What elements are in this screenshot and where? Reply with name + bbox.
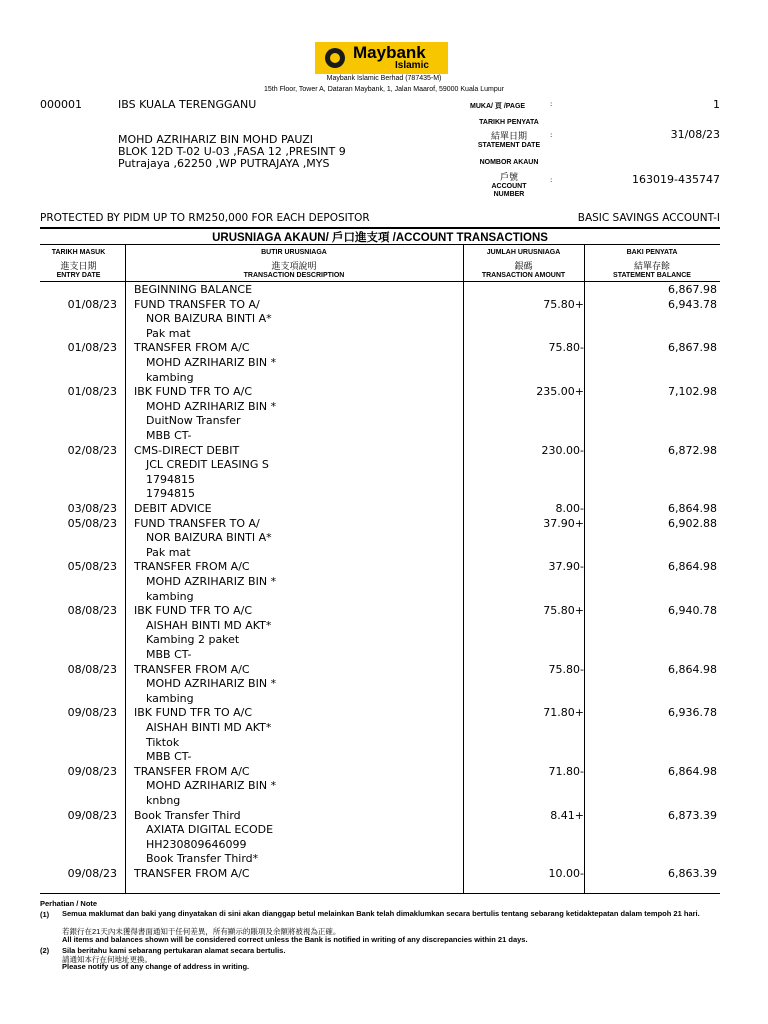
- transaction-description: IBK FUND TFR TO A/C: [134, 604, 253, 618]
- transaction-description: DuitNow Transfer: [146, 414, 241, 428]
- transaction-desc-continuation: [0, 487, 768, 501]
- transaction-row: [0, 560, 768, 574]
- statement-balance: 6,863.39: [668, 867, 717, 880]
- statement-balance: 6,864.98: [668, 502, 717, 515]
- col-desc-en: TRANSACTION DESCRIPTION: [243, 272, 345, 279]
- page-label: MUKA/ 頁 /PAGE: [470, 103, 526, 110]
- branch-name: IBS KUALA TERENGGANU: [118, 98, 257, 111]
- transaction-description: Pak mat: [146, 545, 191, 559]
- transaction-description: MOHD AZRIHARIZ BIN *: [146, 399, 277, 413]
- transaction-amount: 75.80-: [548, 341, 584, 355]
- transaction-row: [0, 385, 768, 399]
- transaction-desc-continuation: [0, 400, 768, 414]
- transaction-desc-continuation: [0, 852, 768, 866]
- transaction-description: kambing: [146, 370, 194, 384]
- transaction-amount: 37.90+: [543, 516, 584, 530]
- note2-malay: Sila beritahu kami sebarang pertukaran alamat secara bertulis.: [62, 946, 286, 955]
- statement-balance: 6,864.98: [668, 560, 717, 574]
- transaction-description: Pak mat: [146, 326, 191, 340]
- date-label-cn: 結單日期: [490, 132, 527, 142]
- statement-balance: 6,940.78: [668, 604, 717, 618]
- transaction-amount: 235.00+: [536, 385, 584, 399]
- transaction-desc-continuation: [0, 473, 768, 487]
- transaction-desc-continuation: [0, 312, 768, 326]
- transaction-description: kambing: [146, 589, 194, 603]
- transaction-description: MOHD AZRIHARIZ BIN *: [146, 356, 277, 369]
- logo-name: Maybank: [353, 43, 426, 62]
- statement-balance: 6,943.78: [668, 297, 717, 311]
- transaction-amount: 8.41+: [550, 808, 584, 822]
- transaction-description: TRANSFER FROM A/C: [134, 867, 250, 880]
- transaction-description: MBB CT-: [146, 429, 192, 442]
- transaction-desc-continuation: [0, 414, 768, 428]
- transaction-row: [0, 765, 768, 779]
- transaction-description: TRANSFER FROM A/C: [134, 764, 250, 778]
- col-date-cn: 進支日期: [60, 262, 97, 272]
- transaction-description: JCL CREDIT LEASING S: [146, 458, 269, 472]
- transaction-desc-continuation: [0, 356, 768, 370]
- transaction-desc-continuation: [0, 779, 768, 793]
- transaction-description: FUND TRANSFER TO A/: [134, 516, 260, 530]
- customer-address-line1: BLOK 12D T-02 U-03 ,FASA 12 ,PRESINT 9: [118, 145, 346, 158]
- entry-date: 08/08/23: [67, 604, 117, 618]
- statement-balance: 6,936.78: [668, 706, 717, 720]
- statement-balance: 6,864.98: [668, 764, 717, 778]
- transaction-row: [0, 867, 768, 881]
- entry-date: 09/08/23: [67, 706, 117, 720]
- account-number-value: 163019-435747: [632, 173, 720, 186]
- transaction-description: Book Transfer Third: [134, 808, 241, 822]
- note1-english: All items and balances shown will be considered correct unless the Bank is notified in writing of any discrepancies within 21 days.: [62, 935, 528, 944]
- notes-title: Perhatian / Note: [40, 899, 98, 908]
- bank-address: 15th Floor, Tower A, Dataran Maybank, 1, Jalan Maarof, 59000 Kuala Lumpur: [264, 86, 504, 93]
- transaction-desc-continuation: [0, 692, 768, 706]
- col-balance-en: STATEMENT BALANCE: [613, 272, 691, 279]
- note1-chinese: 若銀行在21天內未獲得書面通知于任何差異，所有顯示的賬項及余額將被視為正確。: [62, 927, 341, 936]
- note1-number: (1): [40, 910, 50, 919]
- entry-date: 01/08/23: [67, 341, 117, 355]
- date-colon: :: [550, 131, 553, 139]
- transaction-description: AISHAH BINTI MD AKT*: [146, 721, 272, 734]
- entry-date: 05/08/23: [67, 560, 117, 574]
- date-label-my: TARIKH PENYATA: [479, 119, 539, 126]
- entry-date: 02/08/23: [67, 443, 117, 457]
- entry-date: 03/08/23: [67, 502, 117, 515]
- transaction-description: Book Transfer Third*: [146, 852, 259, 866]
- transaction-amount: 75.80+: [543, 297, 584, 311]
- transaction-amount: 75.80-: [548, 662, 584, 676]
- branch-code: 000001: [40, 98, 82, 111]
- note2-chinese: 請通知本行在何地址更換。: [62, 955, 152, 964]
- transaction-description: AISHAH BINTI MD AKT*: [146, 618, 272, 632]
- statement-balance: 7,102.98: [668, 385, 717, 399]
- acct-label-en1: ACCOUNT: [491, 183, 527, 190]
- transaction-desc-continuation: [0, 546, 768, 560]
- transaction-row: [0, 706, 768, 720]
- note1-malay: Semua maklumat dan baki yang dinyatakan di sini akan dianggap betul melainkan Bank telah dimaklumkan secara bertulis tentang sebarang ketidaktepatan dalam tempoh 21 hari.: [62, 909, 700, 918]
- transaction-desc-continuation: [0, 371, 768, 385]
- transaction-description: Tiktok: [146, 735, 180, 749]
- statement-balance: 6,867.98: [668, 283, 717, 296]
- transaction-description: FUND TRANSFER TO A/: [134, 297, 260, 311]
- page-colon: :: [550, 100, 553, 108]
- note2-english: Please notify us of any change of address in writing.: [62, 962, 250, 971]
- transaction-row: [0, 663, 768, 677]
- entry-date: 09/08/23: [67, 764, 117, 778]
- header-bottom-rule: [40, 281, 720, 282]
- statement-balance: 6,864.98: [668, 662, 717, 676]
- transaction-description: CMS-DIRECT DEBIT: [134, 443, 240, 457]
- col-balance-cn: 結單存餘: [633, 262, 670, 272]
- statement-balance: 6,902.88: [668, 516, 717, 530]
- transaction-description: TRANSFER FROM A/C: [134, 662, 250, 676]
- transaction-desc-continuation: [0, 429, 768, 443]
- transaction-desc-continuation: [0, 823, 768, 837]
- tiger-emblem-icon: [325, 48, 345, 68]
- transaction-description: DEBIT ADVICE: [134, 502, 212, 515]
- transaction-description: kambing: [146, 691, 194, 705]
- col-amount-my: JUMLAH URUSNIAGA: [486, 249, 561, 256]
- transaction-desc-continuation: [0, 838, 768, 852]
- transaction-description: TRANSFER FROM A/C: [134, 560, 250, 574]
- transaction-description: TRANSFER FROM A/C: [134, 341, 250, 355]
- bank-entity: Maybank Islamic Berhad (787435-M): [326, 75, 442, 82]
- transaction-row: [0, 341, 768, 355]
- transaction-description: MOHD AZRIHARIZ BIN *: [146, 779, 277, 793]
- transaction-description: HH230809646099: [146, 837, 247, 851]
- transaction-desc-continuation: [0, 750, 768, 764]
- entry-date: 01/08/23: [67, 385, 117, 399]
- col-amount-en: TRANSACTION AMOUNT: [481, 272, 566, 279]
- transaction-desc-continuation: [0, 531, 768, 545]
- transaction-desc-continuation: [0, 794, 768, 808]
- account-type: BASIC SAVINGS ACCOUNT-I: [577, 212, 720, 224]
- col-amount-cn: 銀碼: [514, 262, 533, 272]
- statement-balance: 6,867.98: [668, 341, 717, 355]
- transaction-desc-continuation: [0, 327, 768, 341]
- col-balance-my: BAKI PENYATA: [626, 249, 678, 256]
- table-bottom-rule: [40, 893, 720, 894]
- transaction-description: MBB CT-: [146, 750, 192, 764]
- acct-label-en2: NUMBER: [493, 191, 525, 198]
- entry-date: 09/08/23: [67, 867, 117, 880]
- customer-address-line2: Putrajaya ,62250 ,WP PUTRAJAYA ,MYS: [118, 157, 330, 170]
- transaction-desc-continuation: [0, 721, 768, 735]
- transaction-amount: 71.80+: [543, 706, 584, 720]
- acct-label-my: NOMBOR AKAUN: [479, 159, 539, 166]
- acct-colon: :: [550, 176, 553, 184]
- transaction-description: NOR BAIZURA BINTI A*: [146, 531, 272, 545]
- transaction-row: [0, 604, 768, 618]
- transaction-desc-continuation: [0, 458, 768, 472]
- transaction-row: [0, 517, 768, 531]
- transaction-desc-continuation: [0, 648, 768, 662]
- transaction-desc-continuation: [0, 633, 768, 647]
- transaction-amount: 230.00-: [541, 443, 584, 457]
- entry-date: 09/08/23: [67, 808, 117, 822]
- transaction-description: BEGINNING BALANCE: [134, 283, 253, 296]
- acct-label-cn: 戶號: [499, 173, 518, 183]
- col-desc-cn: 進支項說明: [271, 262, 317, 272]
- transaction-description: 1794815: [146, 487, 195, 501]
- entry-date: 05/08/23: [67, 516, 117, 530]
- col-desc-my: BUTIR URUSNIAGA: [261, 249, 327, 256]
- transaction-amount: 8.00-: [555, 502, 584, 515]
- transaction-description: knbng: [146, 794, 181, 807]
- transaction-amount: 71.80-: [548, 764, 584, 778]
- transaction-row: [0, 809, 768, 823]
- transaction-amount: 37.90-: [548, 560, 584, 574]
- transaction-desc-continuation: [0, 736, 768, 750]
- note2-number: (2): [40, 946, 50, 955]
- transaction-desc-continuation: [0, 619, 768, 633]
- transaction-description: MOHD AZRIHARIZ BIN *: [146, 575, 277, 588]
- statement-balance: 6,873.39: [668, 808, 717, 822]
- transaction-amount: 75.80+: [543, 604, 584, 618]
- entry-date: 08/08/23: [67, 662, 117, 676]
- page-value: 1: [713, 98, 720, 111]
- col-date-my: TARIKH MASUK: [51, 249, 106, 256]
- statement-balance: 6,872.98: [668, 443, 717, 457]
- transaction-description: AXIATA DIGITAL ECODE: [146, 823, 274, 837]
- col-date-en: ENTRY DATE: [56, 272, 101, 279]
- maybank-islamic-logo: [315, 42, 448, 74]
- transaction-desc-continuation: [0, 575, 768, 589]
- transaction-row: [0, 502, 768, 516]
- transaction-desc-continuation: [0, 677, 768, 691]
- section-title-rule: [40, 244, 720, 245]
- date-label-en: STATEMENT DATE: [477, 142, 541, 149]
- transaction-row: [0, 298, 768, 312]
- transaction-row: [0, 283, 768, 297]
- transaction-description: NOR BAIZURA BINTI A*: [146, 312, 272, 326]
- statement-date-value: 31/08/23: [670, 128, 720, 141]
- transaction-description: MOHD AZRIHARIZ BIN *: [146, 677, 277, 691]
- transaction-description: 1794815: [146, 472, 195, 486]
- transaction-description: IBK FUND TFR TO A/C: [134, 385, 253, 399]
- section-title: URUSNIAGA AKAUN/ 戶口進支項 /ACCOUNT TRANSACTIONS: [212, 232, 548, 244]
- customer-name: MOHD AZRIHARIZ BIN MOHD PAUZI: [118, 133, 314, 146]
- entry-date: 01/08/23: [67, 297, 117, 311]
- transaction-description: Kambing 2 paket: [146, 633, 240, 647]
- transaction-description: IBK FUND TFR TO A/C: [134, 706, 253, 720]
- transaction-description: MBB CT-: [146, 648, 192, 661]
- transaction-desc-continuation: [0, 590, 768, 604]
- transaction-amount: 10.00-: [548, 867, 584, 880]
- transaction-row: [0, 444, 768, 458]
- logo-sub: Islamic: [395, 60, 429, 71]
- pidm-notice: PROTECTED BY PIDM UP TO RM250,000 FOR EACH DEPOSITOR: [40, 212, 370, 224]
